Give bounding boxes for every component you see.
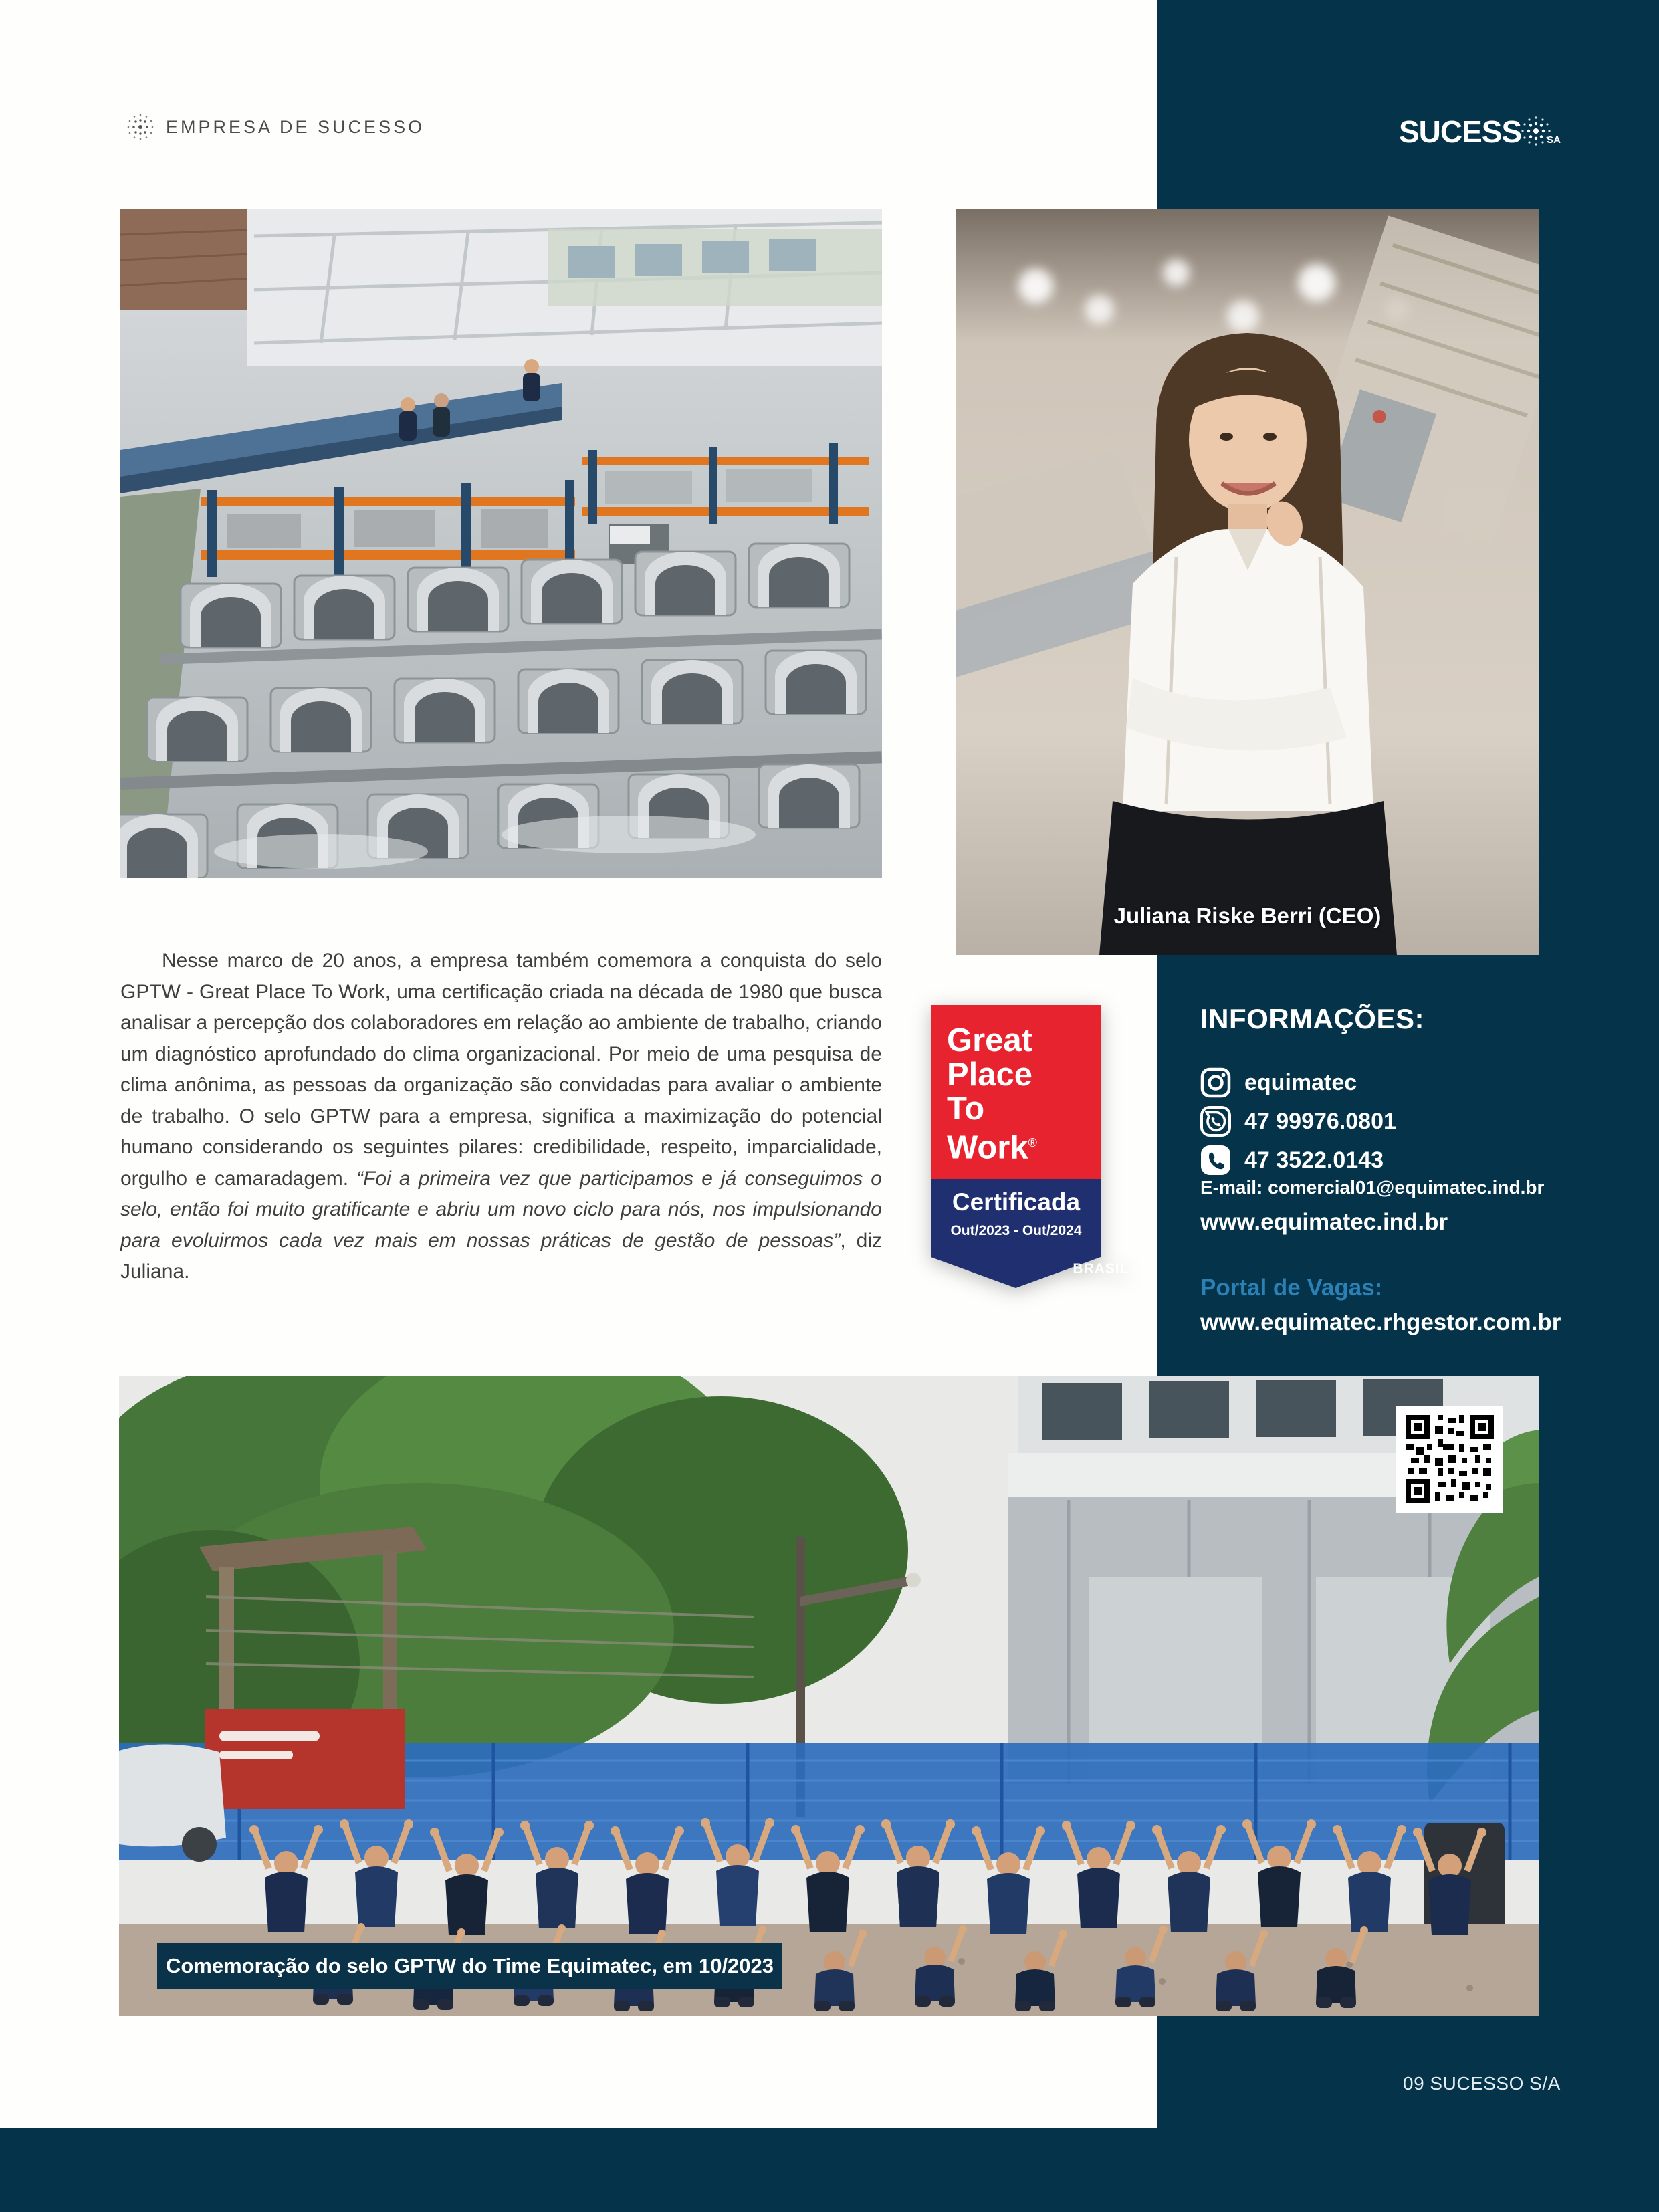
whatsapp-icon xyxy=(1200,1106,1231,1137)
group-photo-caption-text: Comemoração do selo GPTW do Time Equimatec, em 10/2023 xyxy=(165,1954,774,1977)
group-photo-caption xyxy=(157,1943,782,1989)
magazine-logo xyxy=(1399,114,1561,147)
whatsapp-number[interactable]: 47 99976.0801 xyxy=(1244,1108,1396,1134)
gptw-period-label: Out/2023 - Out/2024 xyxy=(950,1223,1082,1238)
page-footer-label: 09 SUCESSO S/A xyxy=(1403,2073,1561,2094)
contact-phone[interactable] xyxy=(1200,1145,1384,1176)
gptw-badge-top xyxy=(931,1005,1101,1179)
contact-whatsapp[interactable] xyxy=(1200,1106,1396,1137)
jobs-portal-url[interactable]: www.equimatec.rhgestor.com.br xyxy=(1200,1309,1561,1335)
email-line[interactable]: E-mail: comercial01@equimatec.ind.br xyxy=(1200,1177,1545,1198)
jobs-portal-label: Portal de Vagas: xyxy=(1200,1275,1383,1301)
magazine-logo-suffix: SA xyxy=(1547,134,1561,146)
gptw-line-1: Great xyxy=(947,1022,1033,1059)
ceo-photo-caption: Juliana Riske Berri (CEO) xyxy=(1113,903,1381,928)
qr-code-pattern xyxy=(1406,1415,1494,1503)
gptw-certified-label: Certificada xyxy=(952,1188,1081,1216)
magazine-logo-text: SUCESS xyxy=(1399,114,1522,149)
qr-code[interactable] xyxy=(1396,1406,1503,1513)
gptw-line-4: Work® xyxy=(947,1129,1037,1166)
article-paragraph xyxy=(120,946,882,1288)
factory-floor-photo xyxy=(120,209,882,878)
phone-number[interactable]: 47 3522.0143 xyxy=(1244,1147,1384,1173)
factory-photo-illustration xyxy=(120,209,882,878)
instagram-handle[interactable]: equimatec xyxy=(1244,1069,1357,1095)
gptw-country-label: BRASIL xyxy=(1073,1261,1129,1277)
ceo-photo xyxy=(956,209,1539,955)
article-text-1: Nesse marco de 20 anos, a empresa também comemora a conquista do selo GPTW - Great Place To Work, uma certificação criada na década de 1980 que busca analisar a percepção dos colaboradores em relação ao ambiente de trabalho, criando um diagnóstico aprofundado do clima organizacional. Por meio de uma pesquisa de clima anônima, as pessoas da organização são convidadas para avaliar o ambiente de trabalho. O selo GPTW para a empresa, significa a maximização do potencial humano considerando os seguintes pilares: credibilidade, respeito, imparcialidade, orgulho e camaradagem. xyxy=(120,950,882,1190)
phone-icon xyxy=(1200,1145,1231,1176)
group-photo-illustration xyxy=(119,1376,1539,2016)
team-group-photo xyxy=(119,1376,1539,2016)
gptw-line-2: Place xyxy=(947,1057,1033,1093)
ceo-photo-illustration xyxy=(956,209,1539,955)
dotted-globe-icon xyxy=(126,112,155,142)
article-text-2: , diz Juliana. xyxy=(120,1229,882,1283)
gptw-line-3: To xyxy=(947,1091,985,1127)
section-header xyxy=(126,112,425,142)
gptw-badge-bottom xyxy=(931,1179,1101,1257)
section-header-label: EMPRESA DE SUCESSO xyxy=(166,116,425,137)
website-url[interactable]: www.equimatec.ind.br xyxy=(1200,1209,1448,1235)
article-quote: “Foi a primeira vez que participamos e já conseguimos o selo, então foi muito gratificante e abriu um novo ciclo para nós, nos impulsionando para evoluirmos cada vez mais em nossas práticas de gestão de pessoas” xyxy=(120,1167,882,1252)
gptw-certification-badge xyxy=(931,1005,1129,1288)
info-section-title: INFORMAÇÕES: xyxy=(1200,1003,1424,1034)
gptw-badge-pennant-tail xyxy=(931,1257,1129,1288)
registered-mark: ® xyxy=(1028,1136,1037,1149)
contact-instagram[interactable] xyxy=(1200,1067,1357,1098)
instagram-icon xyxy=(1200,1067,1231,1098)
